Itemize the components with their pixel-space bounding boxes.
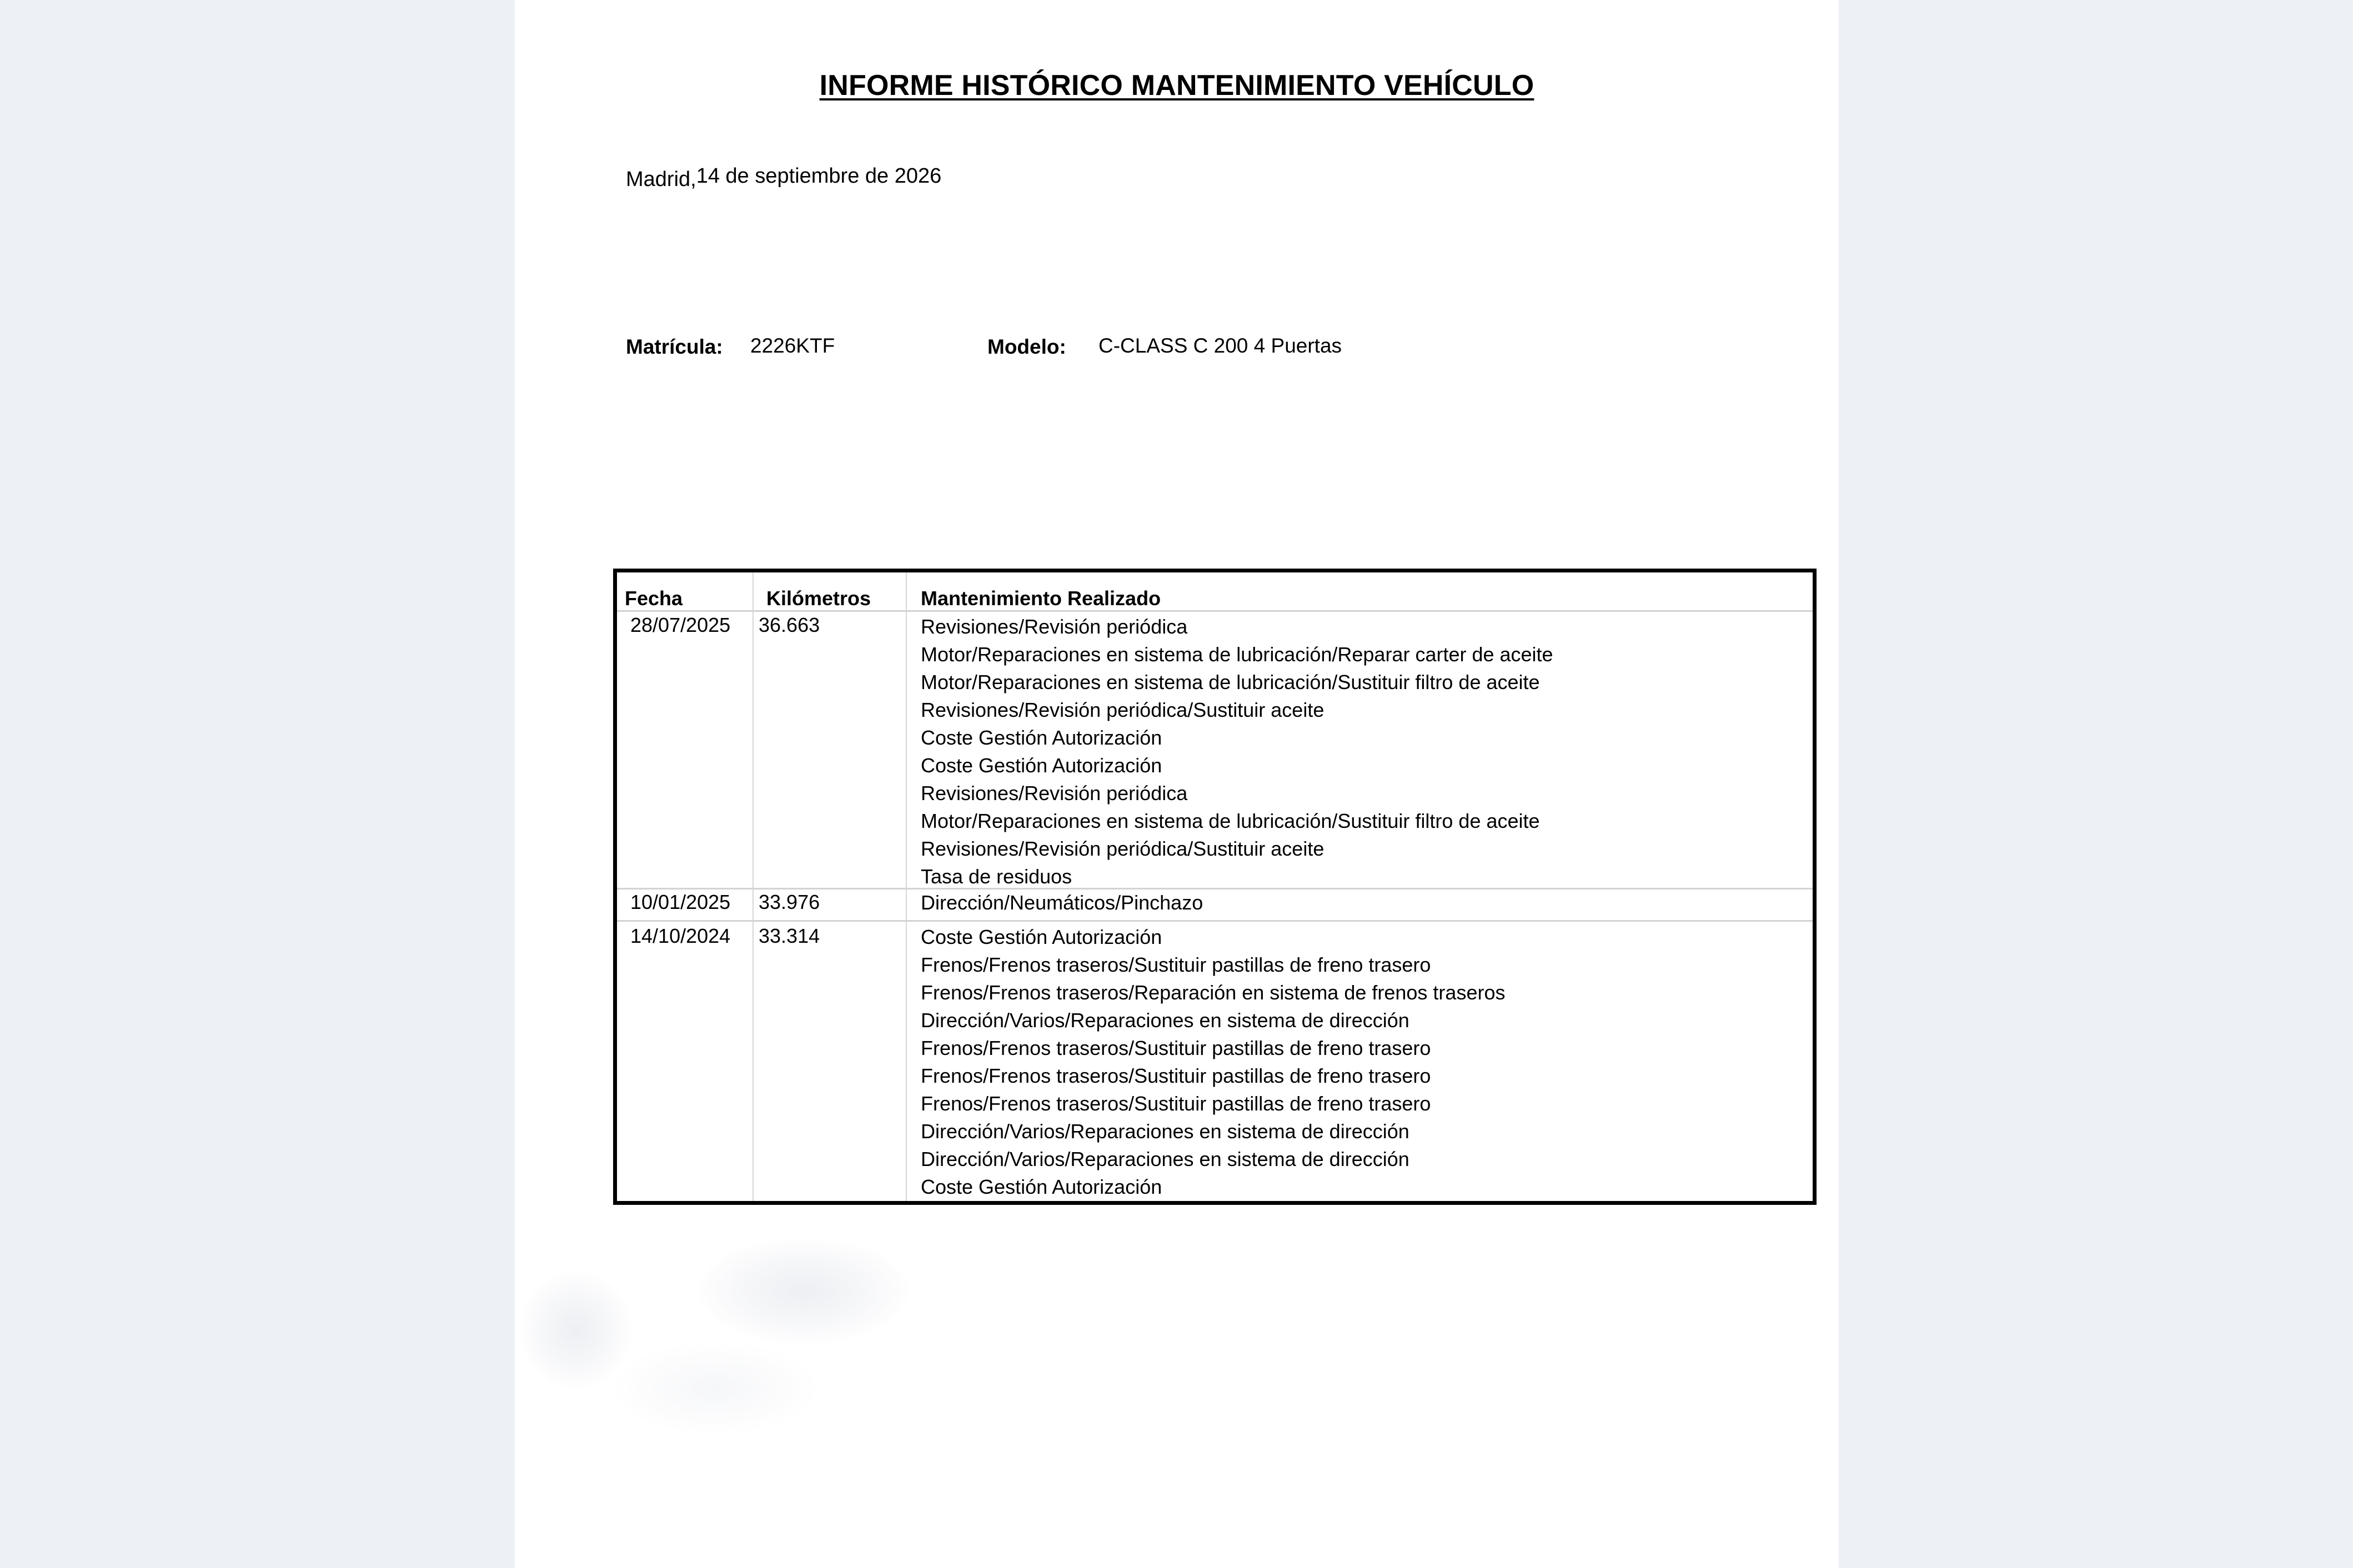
task-item: Frenos/Frenos traseros/Sustituir pastillas de freno trasero — [921, 1037, 1431, 1059]
row-tasks — [921, 889, 1203, 917]
task-item: Tasa de residuos — [921, 865, 1072, 888]
task-item: Frenos/Frenos traseros/Reparación en sistema de frenos traseros — [921, 981, 1506, 1004]
column-divider — [752, 572, 754, 1201]
task-item: Motor/Reparaciones en sistema de lubricación/Reparar carter de aceite — [921, 643, 1553, 666]
task-item: Frenos/Frenos traseros/Sustituir pastillas de freno trasero — [921, 953, 1431, 976]
row-date: 14/10/2024 — [630, 924, 731, 947]
task-item: Dirección/Neumáticos/Pinchazo — [921, 891, 1203, 914]
row-tasks — [921, 613, 1553, 891]
report-title: INFORME HISTÓRICO MANTENIMIENTO VEHÍCULO — [819, 69, 1534, 102]
maintenance-table — [613, 569, 1817, 1205]
row-divider — [617, 920, 1813, 922]
plate-value: 2226KTF — [750, 334, 835, 357]
task-item: Dirección/Varios/Reparaciones en sistema de dirección — [921, 1120, 1409, 1143]
report-date-line — [626, 164, 942, 191]
model-value: C-CLASS C 200 4 Puertas — [1098, 334, 1342, 357]
smudge-mark — [520, 1272, 631, 1388]
row-divider — [617, 888, 1813, 889]
row-date: 10/01/2025 — [630, 891, 731, 913]
plate-label: Matrícula: — [626, 335, 723, 358]
row-km: 33.976 — [759, 891, 820, 913]
header-work: Mantenimiento Realizado — [921, 587, 1161, 610]
report-date: 14 de septiembre de 2026 — [696, 164, 942, 188]
model-label: Modelo: — [987, 335, 1066, 358]
row-km: 36.663 — [759, 614, 820, 636]
header-km: Kilómetros — [766, 587, 871, 610]
smudge-mark — [615, 1344, 815, 1433]
document-page — [515, 0, 1839, 1568]
task-item: Dirección/Varios/Reparaciones en sistema de dirección — [921, 1009, 1409, 1032]
task-item: Motor/Reparaciones en sistema de lubricación/Sustituir filtro de aceite — [921, 671, 1540, 693]
task-item: Coste Gestión Autorización — [921, 926, 1162, 948]
task-item: Coste Gestión Autorización — [921, 754, 1162, 777]
task-item: Frenos/Frenos traseros/Sustituir pastillas de freno trasero — [921, 1092, 1431, 1115]
task-item: Revisiones/Revisión periódica — [921, 615, 1188, 638]
task-item: Revisiones/Revisión periódica — [921, 782, 1188, 805]
column-divider — [906, 572, 907, 1201]
task-item: Dirección/Varios/Reparaciones en sistema de dirección — [921, 1148, 1409, 1170]
smudge-mark — [698, 1238, 909, 1344]
task-item: Revisiones/Revisión periódica/Sustituir aceite — [921, 837, 1324, 860]
task-item: Revisiones/Revisión periódica/Sustituir aceite — [921, 698, 1324, 721]
row-tasks — [921, 923, 1505, 1201]
task-item: Frenos/Frenos traseros/Sustituir pastillas de freno trasero — [921, 1064, 1431, 1087]
task-item: Coste Gestión Autorización — [921, 1175, 1162, 1198]
row-km: 33.314 — [759, 924, 820, 947]
task-item: Motor/Reparaciones en sistema de lubricación/Sustituir filtro de aceite — [921, 810, 1540, 832]
header-date: Fecha — [625, 587, 683, 610]
task-item: Coste Gestión Autorización — [921, 726, 1162, 749]
row-date: 28/07/2025 — [630, 614, 731, 636]
row-divider — [617, 610, 1813, 612]
report-city: Madrid, — [626, 168, 696, 191]
